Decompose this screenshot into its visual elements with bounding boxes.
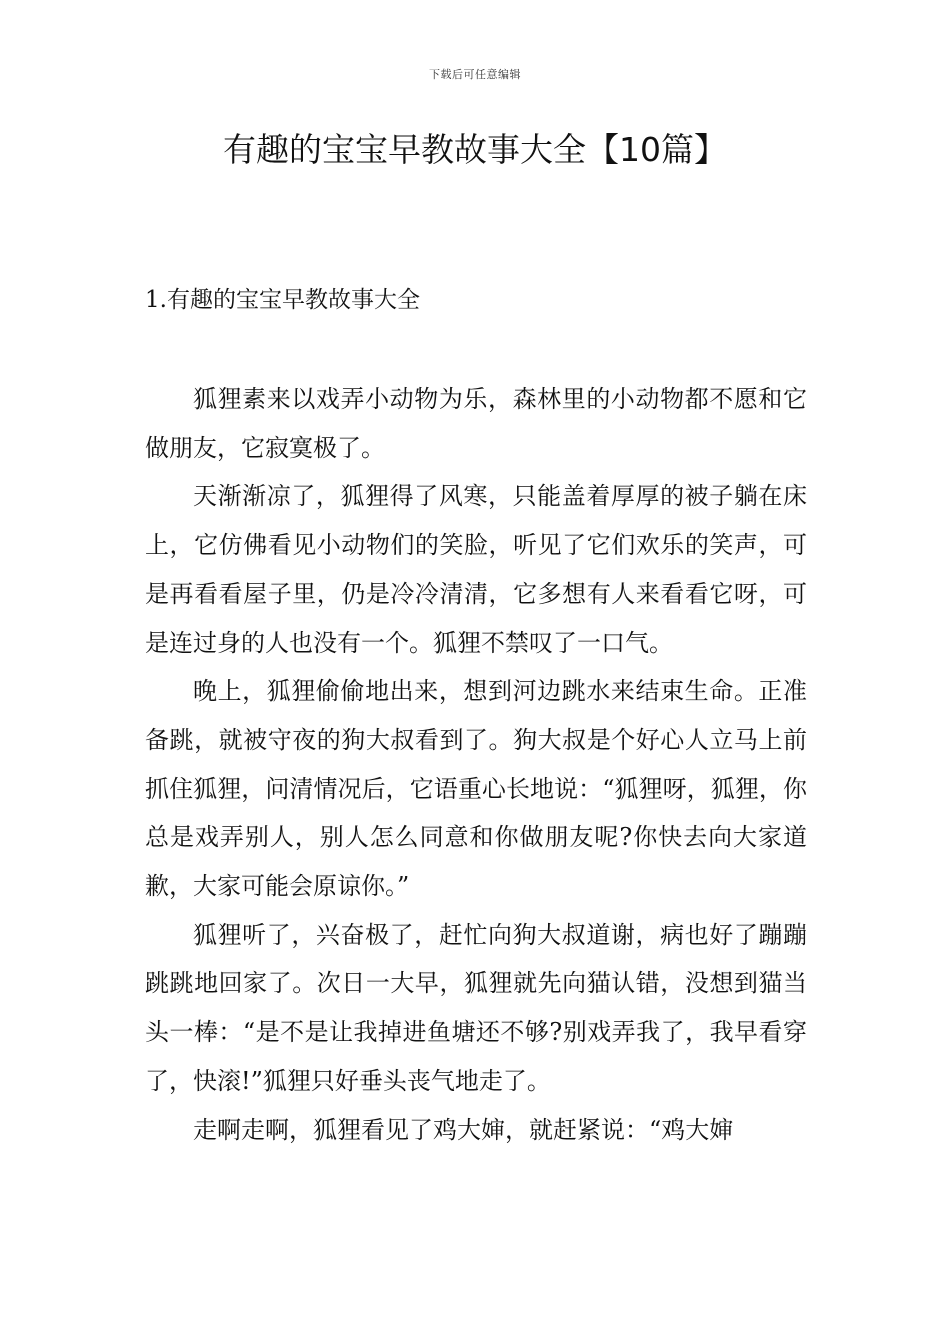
paragraph: 晚上，狐狸偷偷地出来，想到河边跳水来结束生命。正准备跳，就被守夜的狗大叔看到了。狗大叔是个好心人立马上前抓住狐狸，问清情况后，它语重心长地说：“狐狸呀，狐狸，你总是戏弄别人，别人怎么同意和你做朋友呢?你快去向大家道歉，大家可能会原谅你。” (145, 677, 807, 901)
paragraph: 狐狸听了，兴奋极了，赶忙向狗大叔道谢，病也好了蹦蹦跳跳地回家了。次日一大早，狐狸就先向猫认错，没想到猫当头一棒：“是不是让我掉进鱼塘还不够?别戏弄我了，我早看穿了，快滚!”狐狸只好垂头丧气地走了。 (145, 920, 807, 1095)
paragraph: 狐狸素来以戏弄小动物为乐，森林里的小动物都不愿和它做朋友，它寂寞极了。 (145, 385, 807, 462)
section-heading: 1.有趣的宝宝早教故事大全 (145, 287, 420, 313)
story-body (145, 375, 807, 1154)
paragraph: 天渐渐凉了，狐狸得了风寒，只能盖着厚厚的被子躺在床上，它仿佛看见小动物们的笑脸，听见了它们欢乐的笑声，可是再看看屋子里，仍是冷冷清清，它多想有人来看看它呀，可是连过身的人也没有一个。狐狸不禁叹了一口气。 (145, 482, 807, 657)
paragraph: 走啊走啊，狐狸看见了鸡大婶，就赶紧说：“鸡大婶 (193, 1115, 734, 1144)
header-note: 下载后可任意编辑 (429, 68, 521, 81)
document-title: 有趣的宝宝早教故事大全【10篇】 (223, 130, 727, 169)
